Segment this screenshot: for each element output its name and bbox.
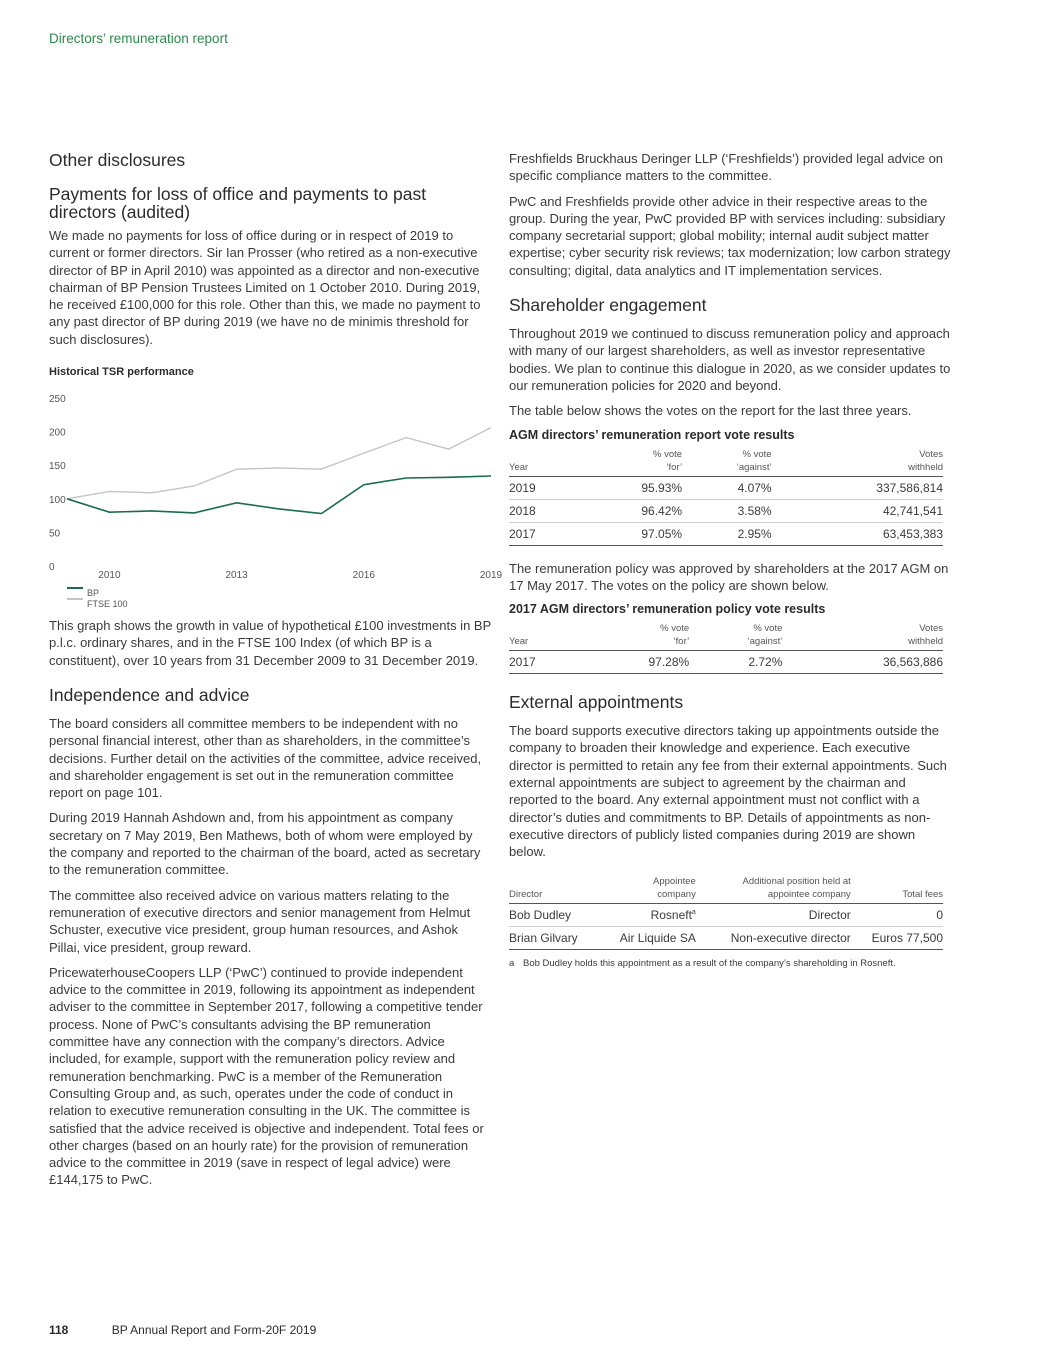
y-tick-label: 100 [49, 494, 66, 506]
section-shareholder-engagement: Shareholder engagement [509, 295, 707, 316]
chart-title: Historical TSR performance [49, 366, 194, 379]
col-for: % vote ‘for’ [578, 448, 683, 477]
page-number: 118 [49, 1323, 69, 1337]
independence-paragraph-4: PricewaterhouseCoopers LLP (‘PwC’) continued to provide independent advice to the committee in 2019, following its appointment as independent adviser to the committee in September 2017, following a competitive tender process. None of PwC’s consultants advising the BP remuneration committee have any connection with the company’s directors. Advice included, for example, support with the remuneration policy review and remuneration benchmarking. PwC is a member of the Remuneration Consulting Group and, as such, operates under the code of conduct in relation to executive remuneration consulting in the UK. The committee is satisfied that the advice received is objective and independent. Total fees or other charges (based on an hourly rate) for the provision of remuneration advice to the committee in 2019 (save in respect of legal advice) were £144,175 to PwC. [49, 964, 484, 1188]
freshfields-paragraph: Freshfields Bruckhaus Deringer LLP (‘Freshfields’) provided legal advice on specific compliance matters to the committee. [509, 151, 944, 184]
x-tick-label: 2010 [98, 570, 121, 582]
legend-label: FTSE 100 [87, 599, 128, 610]
section-independence: Independence and advice [49, 684, 250, 705]
col-withheld: Votes withheld [772, 448, 943, 477]
table-row: Brian Gilvary Air Liquide SA Non-executive director Euros 77,500 [509, 926, 943, 949]
y-tick-label: 250 [49, 394, 66, 406]
left-column [49, 150, 503, 1197]
policy-vote-table: Year % vote ‘for’ % vote ‘against’ Votes withheld 2017 97.28% 2.72% 36,563,886 [509, 622, 943, 674]
pwc-services-paragraph: PwC and Freshfields provide other advice in their respective areas to the group. During the year, PwC provided BP with services including: subsidiary company secretarial support; global mobility; internal audit subject matter expertise; cyber security risk reviews; tax modernization; low carbon strategy consulting; digital, data analytics and IT implementation services. [509, 193, 951, 278]
independence-paragraph-1: The board considers all committee members to be independent with no personal financial interest, other than as shareholders, in the committee’s decisions. Further detail on the activities of the committee, advice received, and shareholder engagement is set out in the remuneration committee report on page 101. [49, 715, 482, 801]
report-vote-table [509, 448, 943, 546]
col-against: % vote ‘against’ [682, 448, 772, 477]
independence-paragraph-2: During 2019 Hannah Ashdown and, from his appointment as company secretary on 7 May 2019, Ben Mathews, both of whom were employed by the company and reported to the chairman of the board, acted as secretary to the remuneration committee. [49, 810, 481, 878]
right-column [509, 150, 951, 969]
x-tick-label: 2016 [352, 570, 375, 582]
table-row: 2017 97.28% 2.72% 36,563,886 [509, 651, 943, 674]
table-row: 2019 95.93% 4.07% 337,586,814 [509, 476, 943, 499]
section-other-disclosures: Other disclosures [49, 150, 186, 170]
y-tick-label: 200 [49, 427, 66, 439]
series-line-ftse-100 [67, 428, 491, 499]
report-vote-table-title: AGM directors’ remuneration report vote results [509, 427, 795, 442]
shareholder-paragraph-2: The table below shows the votes on the report for the last three years. [509, 403, 912, 419]
y-tick-label: 0 [49, 562, 55, 574]
policy-paragraph: The remuneration policy was approved by shareholders at the 2017 AGM on 17 May 2017. The votes on the policy are shown below. [509, 560, 949, 593]
shareholder-paragraph-1: Throughout 2019 we continued to discuss remuneration policy and approach with many of our largest shareholders, as well as investor representative bodies. We plan to continue this dialogue in 2020, as we consider updates to our remuneration policies for 2020 and beyond. [509, 326, 951, 393]
independence-paragraph-3: The committee also received advice on various matters relating to the remuneration of executive directors and senior management from Helmut Schuster, executive vice president, group human resources, and Ashok Pillai, vice president, group reward. [49, 887, 471, 955]
col-year: Year [509, 448, 578, 477]
tsr-chart [49, 382, 503, 610]
series-line-bp [67, 476, 491, 514]
external-paragraph: The board supports executive directors taking up appointments outside the company to broaden their knowledge and experience. Each executive director is permitted to retain any fee from their external appointments. Such external appointments are subject to agreement by the chairman and reported to the board. Any external appointment must not conflict with a director’s duties and commitments to BP. Details of appointments as non-executive directors of publicly listed companies during 2019 are shown below. [509, 723, 947, 860]
legend-label: BP [87, 588, 100, 599]
appointments-footnote: a Bob Dudley holds this appointment as a result of the company’s shareholding in Rosneft. [509, 957, 896, 969]
payments-paragraph: We made no payments for loss of office during or in respect of 2019 to current or former directors. Sir Ian Prosser (who retired as a non-executive director of BP in April 2010) was appointed as a director and non-executive chairman of BP Pension Trustees Limited on 1 October 2010. During 2019, he received £100,000 for this role. Other than this, we made no payment to any past director of BP during 2019 (we have no de minimis threshold for such disclosures). [49, 228, 481, 347]
appointments-table: Director Appointee company Additional position held at appointee company Total fees Bob Dudley Rosneft$^a$ Director 0 Brian Gilvary Air Liquide SA Non-executive director Euros 77,500 [509, 875, 943, 950]
section-external-appointments: External appointments [509, 692, 684, 713]
x-tick-label: 2013 [225, 570, 248, 582]
table-row: 2017 97.05% 2.95% 63,453,383 [509, 522, 943, 545]
table-row: Bob Dudley Rosneft$^a$ Director 0 [509, 903, 943, 926]
section-payments: Payments for loss of office and payments to past directors (audited) [49, 184, 427, 222]
chart-caption: This graph shows the growth in value of hypothetical £100 investments in BP p.l.c. ordinary shares, and in the FTSE 100 Index (of which BP is a constituent), over 10 years from 31 December 2009 to 31 December 2019. [49, 618, 492, 668]
page-footer [49, 1323, 316, 1337]
publication-title: BP Annual Report and Form-20F 2019 [111, 1323, 317, 1337]
policy-vote-table-title: 2017 AGM directors’ remuneration policy vote results [509, 602, 826, 617]
x-tick-label: 2019 [479, 570, 503, 582]
y-tick-label: 150 [49, 461, 66, 473]
y-tick-label: 50 [49, 528, 61, 540]
running-title: Directors’ remuneration report [49, 31, 228, 46]
table-row: 2018 96.42% 3.58% 42,741,541 [509, 499, 943, 522]
